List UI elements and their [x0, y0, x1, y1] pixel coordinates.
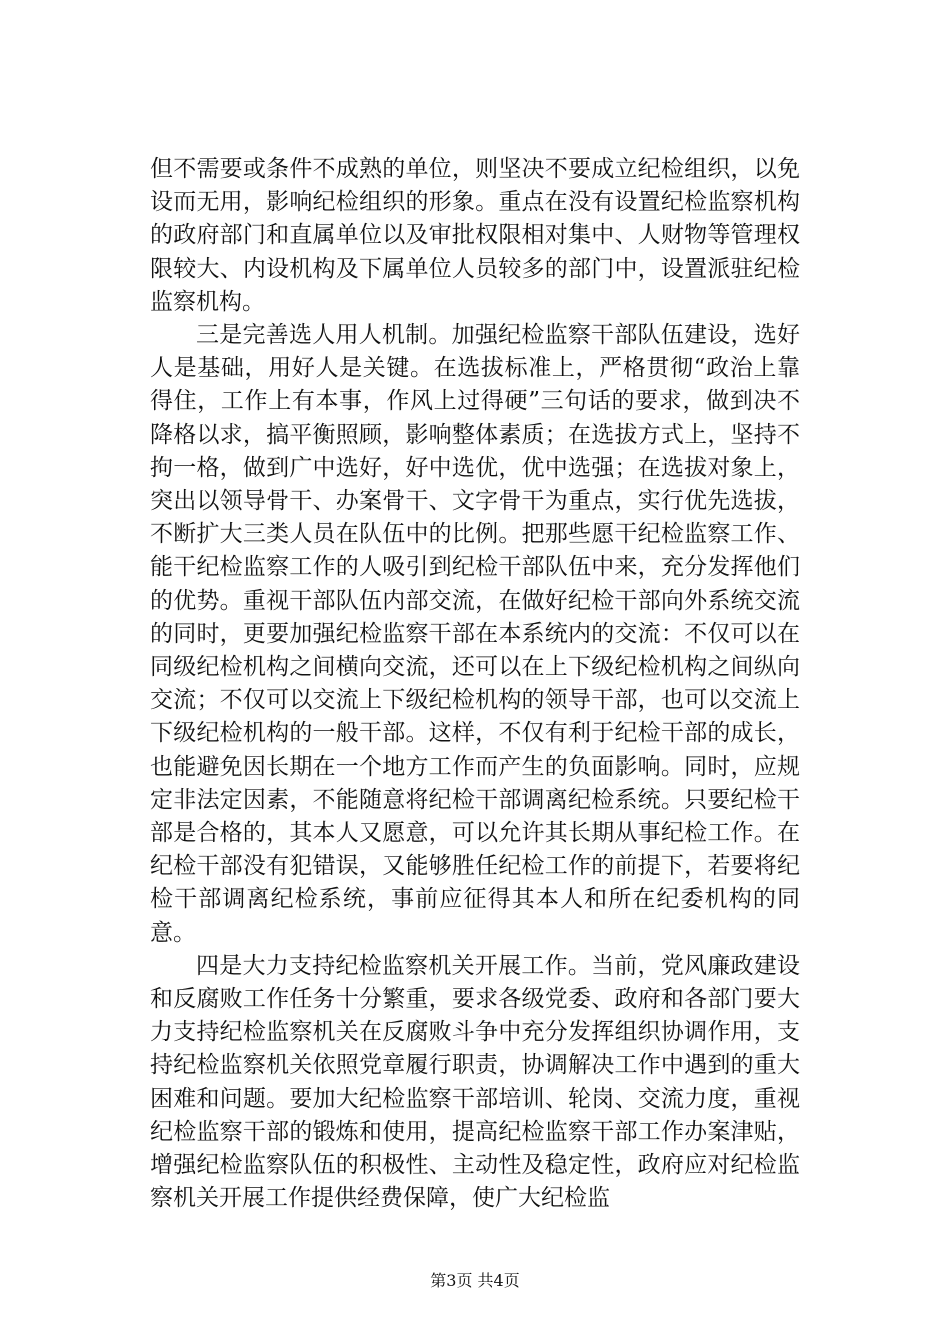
page-footer: 第3页 共4页	[430, 1271, 520, 1290]
paragraph-3: 四是大力支持纪检监察机关开展工作。当前，党风廉政建设和反腐败工作任务十分繁重，要求各级党委、政府和各部门要大力支持纪检监察机关在反腐败斗争中充分发挥组织协调作用，支持纪检监察机关依照党章履行职责，协调解决工作中遇到的重大困难和问题。要加大纪检监察干部培训、轮岗、交流力度，重视纪检监察干部的锻炼和使用，提高纪检监察干部工作办案津贴，增强纪检监察队伍的积极性、主动性及稳定性，政府应对纪检监察机关开展工作提供经费保障，使广大纪检监	[150, 952, 800, 1212]
paragraph-1: 但不需要或条件不成熟的单位，则坚决不要成立纪检组织，以免设而无用，影响纪检组织的形象。重点在没有设置纪检监察机构的政府部门和直属单位以及审批权限相对集中、人财物等管理权限较大、内设机构及下属单位人员较多的部门中，设置派驻纪检监察机构。	[150, 156, 800, 315]
document-body	[150, 153, 800, 1216]
paragraph-2: 三是完善选人用人机制。加强纪检监察干部队伍建设，选好人是基础，用好人是关键。在选拔标准上，严格贯彻“政治上靠得住，工作上有本事，作风上过得硬”三句话的要求，做到决不降格以求，搞平衡照顾，影响整体素质；在选拔方式上，坚持不拘一格，做到广中选好，好中选优，优中选强；在选拔对象上，突出以领导骨干、办案骨干、文字骨干为重点，实行优先选拔，不断扩大三类人员在队伍中的比例。把那些愿干纪检监察工作、能干纪检监察工作的人吸引到纪检干部队伍中来，充分发挥他们的优势。重视干部队伍内部交流，在做好纪检干部向外系统交流的同时，更要加强纪检监察干部在本系统内的交流：不仅可以在同级纪检机构之间横向交流，还可以在上下级纪检机构之间纵向交流；不仅可以交流上下级纪检机构的领导干部，也可以交流上下级纪检机构的一般干部。这样，不仅有利于纪检干部的成长，也能避免因长期在一个地方工作而产生的负面影响。同时，应规定非法定因素，不能随意将纪检干部调离纪检系统。只要纪检干部是合格的，其本人又愿意，可以允许其长期从事纪检工作。在纪检干部没有犯错误，又能够胜任纪检工作的前提下，若要将纪检干部调离纪检系统，事前应征得其本人和所在纪委机构的同意。	[150, 322, 800, 946]
